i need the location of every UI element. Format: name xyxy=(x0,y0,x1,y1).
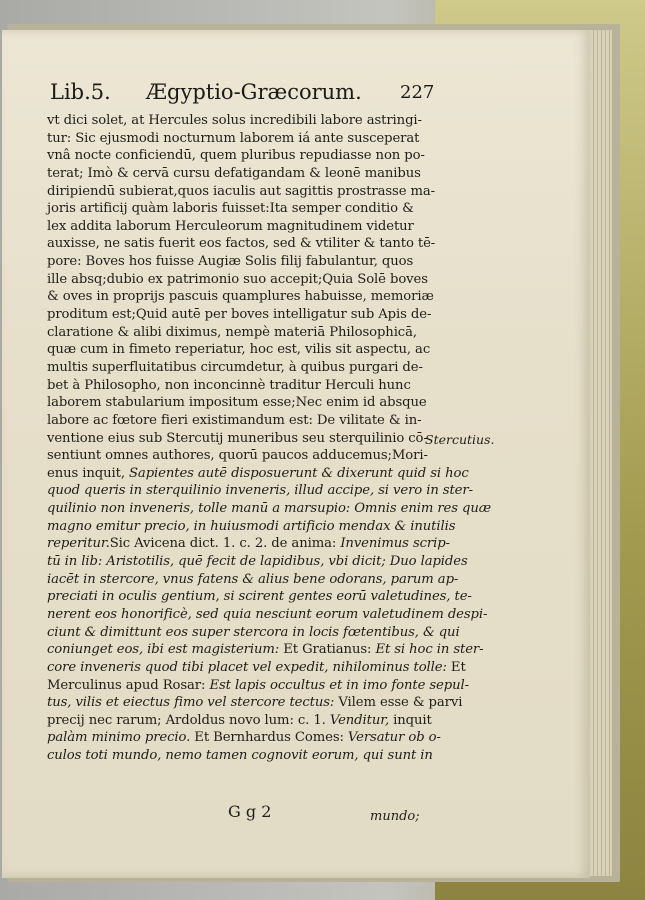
text-segment: quod queris in sterquilinio inveneris, illud accipe, si vero in ster- xyxy=(47,483,473,499)
text-segment: Et Bernhardus Comes: xyxy=(190,730,348,746)
text-segment: vnâ nocte conficiendū, quem pluribus repudiasse non po- xyxy=(47,148,425,164)
running-header xyxy=(50,80,440,106)
text-segment: sentiunt omnes authores, quorū paucos adducemus;Mori- xyxy=(47,448,428,464)
text-segment: tur: Sic ejusmodi nocturnum laborem iá ante susceperat xyxy=(47,130,420,146)
catchword: mundo; xyxy=(370,809,420,824)
text-segment: nerent eos honorificè, sed quia nesciunt eorum valetudinem despi- xyxy=(47,606,488,622)
text-line xyxy=(47,659,466,677)
signature-mark: G g 2 xyxy=(228,802,272,821)
text-line xyxy=(47,747,433,765)
margin-note: Stercutius. xyxy=(425,432,495,447)
text-segment: enus inquit, xyxy=(47,465,129,481)
text-segment: Et si hoc in ster- xyxy=(375,642,484,658)
text-segment: multis superfluitatibus circumdetur, à quibus purgari de- xyxy=(47,359,423,375)
text-segment: vt dici solet, at Hercules solus incredibili labore astringi- xyxy=(47,113,422,128)
text-line xyxy=(47,112,422,130)
text-segment: iacēt in stercore, vnus fatens & alius bene odorans, parum ap- xyxy=(47,571,459,587)
text-line xyxy=(47,324,422,342)
text-segment: precij nec rarum; Ardoldus novo lum: c. 1. xyxy=(47,712,330,728)
text-line xyxy=(47,641,484,659)
text-segment: preciati in oculis gentium, si scirent gentes eorū valetudines, te- xyxy=(47,589,472,605)
text-line xyxy=(47,271,428,289)
text-line xyxy=(47,500,492,518)
text-segment: labore ac fœtore fieri existimandum est: De vilitate & in- xyxy=(47,412,422,428)
text-segment: laborem stabularium impositum esse;Nec enim id absque xyxy=(47,395,427,411)
text-segment: & oves in proprijs pascuis quamplures habuisse, memoriæ xyxy=(47,289,434,305)
text-line xyxy=(47,235,436,253)
text-segment: culos toti mundo, nemo tamen cognovit eorum, qui sunt in xyxy=(47,748,433,764)
text-segment: inquit xyxy=(389,712,432,728)
text-segment: ille absq;dubio ex patrimonio suo accepit;Quia Solē boves xyxy=(47,271,428,287)
text-segment: palàm minimo precio. xyxy=(47,730,191,746)
text-segment: core inveneris quod tibi placet vel expedit, nihilominus tolle: xyxy=(47,659,447,675)
text-segment: auxisse, ne satis fuerit eos factos, sed & vtiliter & tanto tē- xyxy=(47,236,436,252)
text-segment: lex addita laborum Herculeorum magnitudinem videtur xyxy=(47,218,414,234)
text-segment: Est lapis occultus et in imo fonte sepul- xyxy=(209,677,469,693)
text-line xyxy=(47,147,425,165)
text-segment: Sic Avicena dict. 1. c. 2. de anima: xyxy=(109,536,341,552)
text-segment: pore: Boves hos fuisse Augiæ Solis filij fabulantur, quos xyxy=(47,254,414,270)
text-line xyxy=(47,412,422,430)
text-line xyxy=(47,465,469,483)
text-segment: ventione eius sub Stercutij muneribus seu sterquilinio cō- xyxy=(47,430,428,446)
text-segment: diripiendū subierat,quos iaculis aut sagittis prostrasse ma- xyxy=(47,183,436,199)
text-line xyxy=(47,624,460,642)
text-segment: Et Gratianus: xyxy=(279,642,376,658)
text-segment: terat; Imò & cervā cursu defatigandam & leonē manibus xyxy=(47,165,421,181)
text-segment: Venditur, xyxy=(329,712,390,728)
text-line xyxy=(47,394,427,412)
text-segment: bet à Philosopho, non inconcinnè traditur Herculi hunc xyxy=(47,377,411,393)
text-segment: Sapientes autē disposuerunt & dixerunt quid si hoc xyxy=(129,465,469,481)
text-line xyxy=(47,200,422,218)
page-number: 227 xyxy=(400,82,435,103)
text-line xyxy=(47,253,422,271)
text-segment: quæ cum in fimeto reperiatur, hoc est, vilis sit aspectu, ac xyxy=(47,342,431,358)
text-line xyxy=(47,535,450,553)
text-line xyxy=(47,606,488,624)
text-segment: ciunt & dimittunt eos super stercora in locis fœtentibus, & qui xyxy=(47,624,460,640)
text-line xyxy=(47,729,441,747)
text-line xyxy=(47,447,428,465)
text-segment: joris artificij quàm laboris fuisset:Ita semper conditio & xyxy=(47,201,414,217)
text-segment: tus, vilis et eiectus fimo vel stercore tectus: xyxy=(47,695,335,711)
text-line xyxy=(47,165,422,183)
text-line xyxy=(47,712,432,730)
text-segment: proditum est;Quid autē per boves intelligatur sub Apis de- xyxy=(47,307,432,323)
text-line xyxy=(47,553,468,571)
text-line xyxy=(47,377,422,395)
text-line xyxy=(47,359,422,377)
text-line xyxy=(47,430,428,448)
text-segment: Versatur ob o- xyxy=(347,730,441,746)
book-section: Lib.5. xyxy=(50,80,111,104)
running-title: Ægyptio-Græcorum. xyxy=(146,80,362,104)
text-line xyxy=(47,306,432,324)
text-line xyxy=(47,571,459,589)
text-segment: reperitur. xyxy=(47,536,110,552)
text-segment: coniunget eos, ibi est magisterium: xyxy=(47,642,280,658)
text-line xyxy=(47,482,473,500)
text-line xyxy=(47,288,434,306)
text-line xyxy=(47,694,463,712)
text-segment: quilinio non inveneris, tolle manū a marsupio: Omnis enim res quæ xyxy=(47,501,492,517)
text-segment: tū in lib: Aristotilis, quē fecit de lapidibus, vbi dicit; Duo lapides xyxy=(47,554,468,570)
text-line xyxy=(47,588,472,606)
text-segment: Merculinus apud Rosar: xyxy=(47,677,210,693)
text-line xyxy=(47,183,436,201)
text-segment: claratione & alibi diximus, nempè materiā Philosophicā, xyxy=(47,324,417,340)
text-segment: Invenimus scrip- xyxy=(340,536,450,552)
text-line xyxy=(47,677,469,695)
text-line xyxy=(47,341,431,359)
text-line xyxy=(47,218,422,236)
text-line xyxy=(47,130,422,148)
text-segment: Et xyxy=(446,659,466,675)
text-segment: magno emitur precio, in huiusmodi artificio mendax & inutilis xyxy=(47,518,456,534)
text-segment: Vilem esse & parvi xyxy=(334,695,463,711)
text-line xyxy=(47,518,456,536)
